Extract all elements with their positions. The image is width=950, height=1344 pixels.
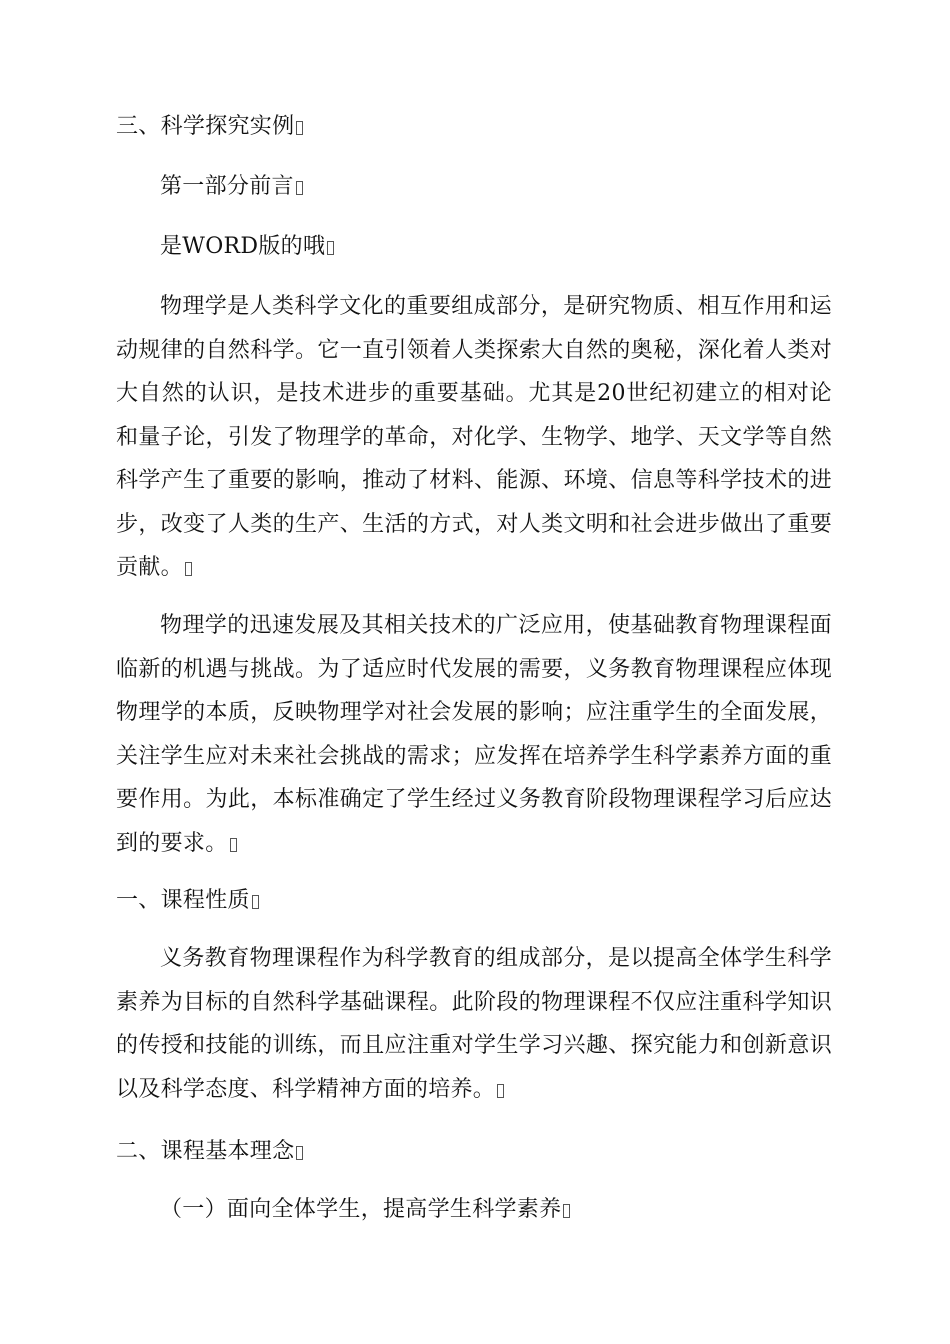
- word-version-note: [160, 232, 334, 262]
- note-text: 是WORD版的哦: [160, 234, 326, 259]
- subheading-all-students: [160, 1195, 570, 1225]
- paragraph-physics-intro: [116, 285, 832, 590]
- paragraph-mark-icon: [327, 241, 334, 255]
- heading-text: 二、课程基本理念: [116, 1139, 295, 1164]
- paragraph-text: 物理学的迅速发展及其相关技术的广泛应用，使基础教育物理课程面临新的机遇与挑战。为了适应时代发展的需要，义务教育物理课程应体现物理学的本质，反映物理学对社会发展的影响；应注重学生的全面发展，关注学生应对未来社会挑战的需求；应发挥在培养学生科学素养方面的重要作用。为此，本标准确定了学生经过义务教育阶段物理课程学习后应达到的要求。: [116, 613, 832, 856]
- heading-science-examples: [116, 112, 303, 142]
- paragraph-mark-icon: [296, 1146, 303, 1160]
- paragraph-mark-icon: [296, 121, 303, 135]
- heading-course-nature: [116, 886, 259, 916]
- paragraph-mark-icon: [185, 562, 192, 576]
- paragraph-text: 义务教育物理课程作为科学教育的组成部分，是以提高全体学生科学素养为目标的自然科学基础课程。此阶段的物理课程不仅应注重科学知识的传授和技能的训练，而且应注重对学生学习兴趣、探究能力和创新意识以及科学态度、科学精神方面的培养。: [116, 946, 832, 1102]
- part-one-preface: [160, 172, 303, 202]
- paragraph-course-nature: [116, 937, 832, 1111]
- subheading-text: （一）面向全体学生，提高学生科学素养: [160, 1197, 562, 1222]
- paragraph-mark-icon: [230, 838, 237, 852]
- paragraph-mark-icon: [497, 1084, 504, 1098]
- paragraph-mark-icon: [296, 181, 303, 195]
- paragraph-mark-icon: [252, 895, 259, 909]
- heading-basic-concepts: [116, 1137, 303, 1167]
- heading-text: 三、科学探究实例: [116, 114, 295, 139]
- paragraph-mark-icon: [563, 1204, 570, 1218]
- heading-text: 一、课程性质: [116, 888, 250, 913]
- paragraph-text: 物理学是人类科学文化的重要组成部分，是研究物质、相互作用和运动规律的自然科学。它一直引领着人类探索大自然的奥秘，深化着人类对大自然的认识，是技术进步的重要基础。尤其是20世纪初建立的相对论和量子论，引发了物理学的革命，对化学、生物学、地学、天文学等自然科学产生了重要的影响，推动了材料、能源、环境、信息等科学技术的进步，改变了人类的生产、生活的方式，对人类文明和社会进步做出了重要贡献。: [116, 294, 832, 580]
- paragraph-physics-development: [116, 604, 832, 865]
- preface-text: 第一部分前言: [160, 174, 294, 199]
